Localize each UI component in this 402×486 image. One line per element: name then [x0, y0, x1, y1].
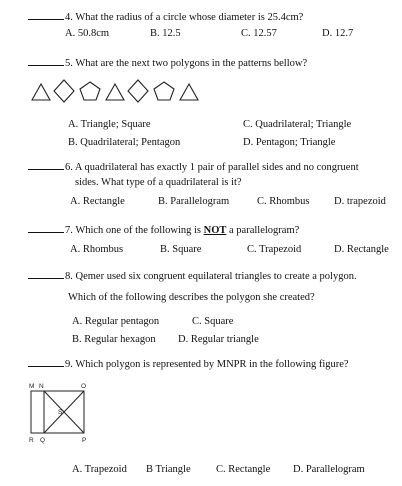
label-m: M: [29, 383, 35, 390]
option-d[interactable]: D. Rectangle: [334, 244, 389, 255]
option-d[interactable]: D. 12.7: [322, 28, 354, 39]
option-a[interactable]: A. 50.8cm: [65, 28, 110, 39]
answer-blank[interactable]: [28, 222, 64, 233]
label-r: R: [29, 437, 34, 444]
option-b[interactable]: B. Square: [160, 244, 202, 255]
label-p: P: [82, 437, 87, 444]
question-text-continued: sides. What type of a quadrilateral is it?: [75, 177, 242, 188]
option-c[interactable]: C. 12.57: [241, 28, 277, 39]
option-d[interactable]: D. Parallelogram: [293, 464, 365, 475]
question-9: 9. Which polygon is represented by MNPR in the following figure?: [28, 356, 349, 371]
option-a[interactable]: A. Rhombus: [70, 244, 124, 255]
option-d[interactable]: D. Pentagon; Triangle: [243, 137, 336, 148]
question-8: 8. Qemer used six congruent equilateral triangles to create a polygon.: [28, 268, 357, 283]
triangle-shape: [180, 84, 198, 100]
triangle-shape: [106, 84, 124, 100]
question-4: 4. What the radius of a circle whose diameter is 25.4cm?: [28, 9, 303, 24]
answer-blank[interactable]: [28, 9, 64, 20]
option-b[interactable]: B. Regular hexagon: [72, 334, 156, 345]
answer-blank[interactable]: [28, 268, 64, 279]
option-c[interactable]: C. Trapezoid: [247, 244, 302, 255]
question-text: Which one of the following is: [75, 225, 204, 236]
question-text-continued: Which of the following describes the polygon she created?: [68, 292, 315, 303]
option-b[interactable]: B Triangle: [146, 464, 191, 475]
option-b[interactable]: B. Quadrilateral; Pentagon: [68, 137, 181, 148]
option-c[interactable]: C. Rectangle: [216, 464, 271, 475]
label-n: N: [39, 383, 44, 390]
option-c[interactable]: C. Rhombus: [257, 196, 310, 207]
question-5: 5. What are the next two polygons in the patterns bellow?: [28, 55, 307, 70]
pentagon-shape: [154, 82, 174, 100]
option-a[interactable]: A. Regular pentagon: [72, 316, 160, 327]
option-c[interactable]: C. Square: [192, 316, 234, 327]
label-q: Q: [40, 437, 46, 444]
diamond-shape: [128, 80, 148, 102]
answer-blank[interactable]: [28, 356, 64, 367]
option-a[interactable]: A. Rectangle: [70, 196, 125, 207]
answer-blank[interactable]: [28, 55, 64, 66]
option-c[interactable]: C. Quadrilateral; Triangle: [243, 119, 352, 130]
question-text: Which polygon is represented by MNPR in the following figure?: [75, 359, 349, 370]
polygon-pattern: [30, 78, 230, 104]
triangle-shape: [32, 84, 50, 100]
mnpr-figure: [24, 378, 104, 448]
option-d[interactable]: D. Regular triangle: [178, 334, 259, 345]
question-6: 6. A quadrilateral has exactly 1 pair of parallel sides and no congruent: [28, 159, 359, 174]
emphasis-not: NOT: [203, 225, 227, 236]
option-d[interactable]: D. trapezoid: [334, 196, 386, 207]
question-text: What are the next two polygons in the patterns bellow?: [75, 58, 308, 69]
option-a[interactable]: A. Trapezoid: [72, 464, 127, 475]
option-b[interactable]: B. Parallelogram: [158, 196, 230, 207]
pentagon-shape: [80, 82, 100, 100]
question-7: 7. Which one of the following is NOT a parallelogram?: [28, 222, 299, 237]
label-o: O: [81, 383, 87, 390]
diamond-shape: [54, 80, 74, 102]
label-s: S: [58, 409, 63, 416]
answer-blank[interactable]: [28, 159, 64, 170]
question-text-end: a parallelogram?: [226, 225, 300, 236]
option-a[interactable]: A. Triangle; Square: [68, 119, 151, 130]
question-text: Qemer used six congruent equilateral triangles to create a polygon.: [75, 271, 357, 282]
question-text: What the radius of a circle whose diameter is 25.4cm?: [75, 12, 304, 23]
option-b[interactable]: B. 12.5: [150, 28, 181, 39]
question-text: A quadrilateral has exactly 1 pair of parallel sides and no congruent: [74, 162, 359, 173]
